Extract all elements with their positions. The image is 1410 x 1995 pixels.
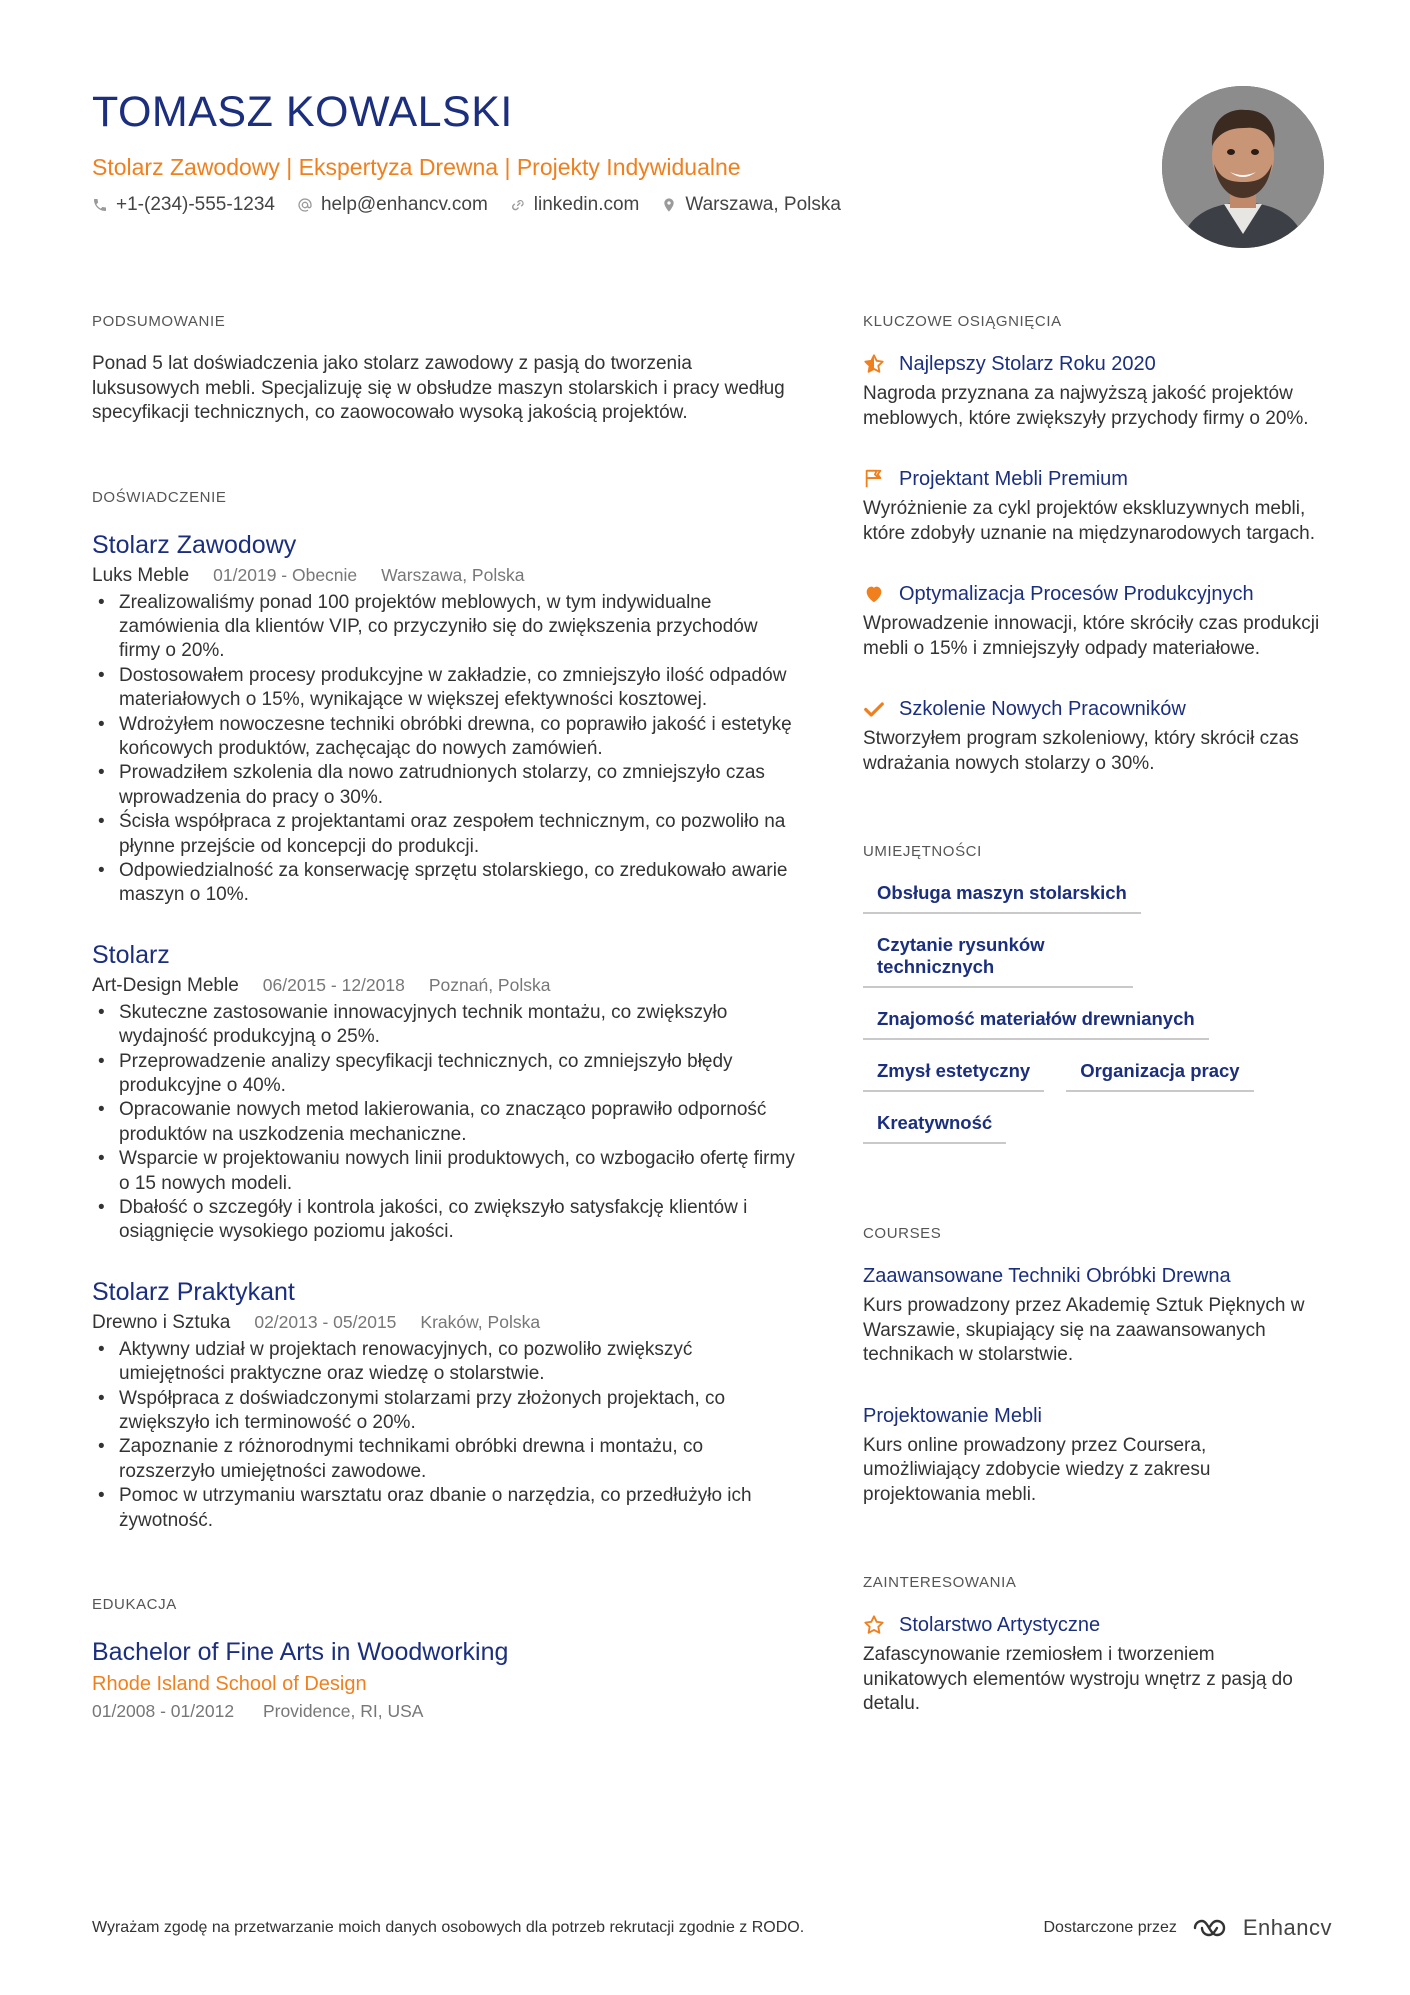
skill-tag: Czytanie rysunków technicznych [863,928,1133,988]
experience-section-title: DOŚWIADCZENIE [92,488,227,506]
job-bullets [92,1001,802,1245]
enhancv-logo-icon [1191,1916,1235,1940]
job-bullet: • Opracowanie nowych metod lakierowania, co znacząco poprawiło odporność produktów na uszkodzenia mechaniczne. [92,1098,802,1147]
job-title: Stolarz Zawodowy [92,530,297,559]
heart-icon [863,583,885,605]
interest-title: Stolarstwo Artystyczne [899,1614,1101,1636]
achievement-desc: Wyróżnienie za cykl projektów ekskluzywnych mebli, które zdobyły uznanie na międzynarodowych targach. [863,498,1316,544]
check-icon [863,698,885,720]
job-location: Warszawa, Polska [381,564,525,585]
job-bullet: • Dostosowałem procesy produkcyjne w zakładzie, co zmniejszyło ilość odpadów materiałowych o 15%, wynikające w większej efektywności kosztowej. [92,664,802,713]
job-meta [92,1309,802,1336]
achievements-section-title: KLUCZOWE OSIĄGNIĘCIA [863,313,1062,330]
candidate-name: TOMASZ KOWALSKI [92,88,513,136]
profile-photo [1162,86,1324,248]
location-text: Warszawa, Polska [685,194,841,215]
job-company: Art-Design Meble [92,974,239,996]
job-company: Drewno i Sztuka [92,1311,231,1333]
education-location: Providence, RI, USA [262,1701,424,1722]
experience-item [92,1277,802,1533]
summary-section-title: PODSUMOWANIE [92,313,226,330]
job-meta [92,562,802,589]
job-bullet: • Odpowiedzialność za konserwację sprzętu stolarskiego, co zredukowało awarie maszyn o 10%. [92,859,802,908]
skills-section-title: UMIEJĘTNOŚCI [863,843,982,860]
job-bullet: • Zrealizowaliśmy ponad 100 projektów meblowych, w tym indywidualne zamówienia dla klientów VIP, co przyczyniło się do zwiększenia przychodów firmy o 20%. [92,591,802,664]
education-meta [92,1699,802,1723]
education-date: 01/2008 - 01/2012 [92,1701,235,1722]
interest-desc: Zafascynowanie rzemiosłem i tworzeniem unikatowych elementów wystroju wnętrz z pasją do detalu. [863,1644,1293,1714]
achievement-desc: Wprowadzenie innowacji, które skróciły czas produkcji mebli o 15% i zmniejszyły odpady materiałowe. [863,613,1320,659]
page-footer [92,1915,1332,1941]
skill-tag: Zmysł estetyczny [863,1054,1044,1092]
star-outline-icon [863,1614,885,1636]
location-pin-icon [661,197,677,213]
skill-tag: Kreatywność [863,1106,1006,1144]
achievement-title-row [863,695,1323,723]
job-bullets [92,1338,802,1533]
job-title: Stolarz [92,940,170,969]
flag-icon [863,468,885,490]
linkedin-text: linkedin.com [533,194,640,215]
powered-by[interactable] [1043,1915,1332,1941]
link-icon [510,197,526,213]
interest-item [863,1611,1323,1717]
education-section-title: EDUKACJA [92,1596,177,1614]
education-degree: Bachelor of Fine Arts in Woodworking [92,1638,509,1667]
interests-section-title: ZAINTERESOWANIA [863,1574,1017,1591]
course-item [863,1402,1323,1508]
course-desc: Kurs prowadzony przez Akademię Sztuk Pięknych w Warszawie, skupiający się na zaawansowanych technikach w stolarstwie. [863,1295,1305,1365]
job-meta [92,972,802,999]
resume-header [92,86,1152,218]
right-column [863,312,1323,1717]
achievement-desc: Stworzyłem program szkoleniowy, który skrócił czas wdrażania nowych stolarzy o 30%. [863,728,1299,774]
contact-phone[interactable] [92,192,275,218]
course-item [863,1262,1323,1368]
achievement-title-row [863,465,1323,493]
candidate-headline: Stolarz Zawodowy | Ekspertyza Drewna | Projekty Indywidualne [92,154,741,180]
job-bullet: • Dbałość o szczegóły i kontrola jakości, co zwiększyło satysfakcję klientów i osiągnięcie wysokiego poziomu jakości. [92,1196,802,1245]
achievement-title-row [863,350,1323,378]
education-school: Rhode Island School of Design [92,1673,367,1696]
job-bullet: • Prowadziłem szkolenia dla nowo zatrudnionych stolarzy, co zmniejszyło czas wprowadzenia do pracy o 30%. [92,761,802,810]
job-bullet: • Współpraca z doświadczonymi stolarzami przy złożonych projektach, co zwiększyło ich terminowość o 20%. [92,1387,802,1436]
achievement-title: Najlepszy Stolarz Roku 2020 [899,353,1156,375]
job-location: Poznań, Polska [428,974,551,995]
job-bullets [92,591,802,908]
job-bullet: • Pomoc w utrzymaniu warsztatu oraz dbanie o narzędzia, co przedłużyło ich żywotność. [92,1484,802,1533]
experience-item [92,530,802,908]
gdpr-consent: Wyrażam zgodę na przetwarzanie moich danych osobowych dla potrzeb rekrutacji zgodnie z RODO. [92,1919,805,1936]
interest-title-row [863,1611,1323,1639]
job-bullet: • Przeprowadzenie analizy specyfikacji technicznych, co zmniejszyło błędy produkcyjne o 40%. [92,1050,802,1099]
job-date: 06/2015 - 12/2018 [262,974,405,995]
at-icon [297,197,313,213]
achievement-item [863,350,1323,431]
job-bullet: • Zapoznanie z różnorodnymi technikami obróbki drewna i montażu, co rozszerzyło umiejętności zawodowe. [92,1435,802,1484]
course-title: Projektowanie Mebli [863,1404,1042,1427]
achievement-item [863,465,1323,546]
contact-linkedin[interactable] [510,192,640,218]
phone-text: +1-(234)-555-1234 [116,194,275,215]
job-bullet: • Wdrożyłem nowoczesne techniki obróbki drewna, co poprawiło jakość i estetykę końcowych produktów, zachęcając do nowych zamówień. [92,713,802,762]
job-bullet: • Aktywny udział w projektach renowacyjnych, co pozwoliło zwiększyć umiejętności praktyczne oraz wiedzę o stolarstwie. [92,1338,802,1387]
achievement-title: Optymalizacja Procesów Produkcyjnych [899,583,1254,605]
course-title: Zaawansowane Techniki Obróbki Drewna [863,1265,1231,1287]
job-title: Stolarz Praktykant [92,1277,295,1306]
achievement-desc: Nagroda przyznana za najwyższą jakość projektów meblowych, które zwiększyły przychody firmy o 20%. [863,383,1309,429]
skill-tag: Obsługa maszyn stolarskich [863,876,1141,914]
achievement-item [863,580,1323,661]
skill-tag: Znajomość materiałów drewnianych [863,1002,1209,1040]
experience-item [92,940,802,1245]
contact-location [661,192,841,218]
summary-text: Ponad 5 lat doświadczenia jako stolarz zawodowy z pasją do tworzenia luksusowych mebli. Specjalizuję się w obsłudze maszyn stolarskich i pracy według specyfikacji technicznych, co zaowocowało wysoką jakością projektów. [92,353,785,423]
job-bullet: • Skuteczne zastosowanie innowacyjnych technik montażu, co zwiększyło wydajność produkcyjną o 25%. [92,1001,802,1050]
powered-by-label: Dostarczone przez [1043,1919,1177,1936]
job-date: 02/2013 - 05/2015 [254,1311,397,1332]
achievement-title: Szkolenie Nowych Pracowników [899,698,1186,720]
course-desc: Kurs online prowadzony przez Coursera, umożliwiający zdobycie wiedzy z zakresu projektowania mebli. [863,1434,1211,1505]
job-company: Luks Meble [92,564,190,586]
achievement-item [863,695,1323,776]
skills-list [863,876,1333,1158]
achievement-title-row [863,580,1323,608]
star-half-icon [863,353,885,375]
phone-icon [92,197,108,213]
email-text: help@enhancv.com [320,194,488,215]
courses-section-title: COURSES [863,1225,942,1242]
job-bullet: • Wsparcie w projektowaniu nowych linii produktowych, co wzbogaciło ofertę firmy o 15 nowych modeli. [92,1147,802,1196]
contact-row [92,192,1152,218]
enhancv-brand: Enhancv [1242,1915,1332,1940]
contact-email[interactable] [297,192,488,218]
job-bullet: • Ścisła współpraca z projektantami oraz zespołem technicznym, co pozwoliło na płynne przejście od koncepcji do produkcji. [92,810,802,859]
achievement-title: Projektant Mebli Premium [899,468,1128,490]
job-date: 01/2019 - Obecnie [213,564,358,585]
skill-tag: Organizacja pracy [1066,1054,1253,1092]
left-column [92,312,802,1723]
job-location: Kraków, Polska [420,1311,541,1332]
